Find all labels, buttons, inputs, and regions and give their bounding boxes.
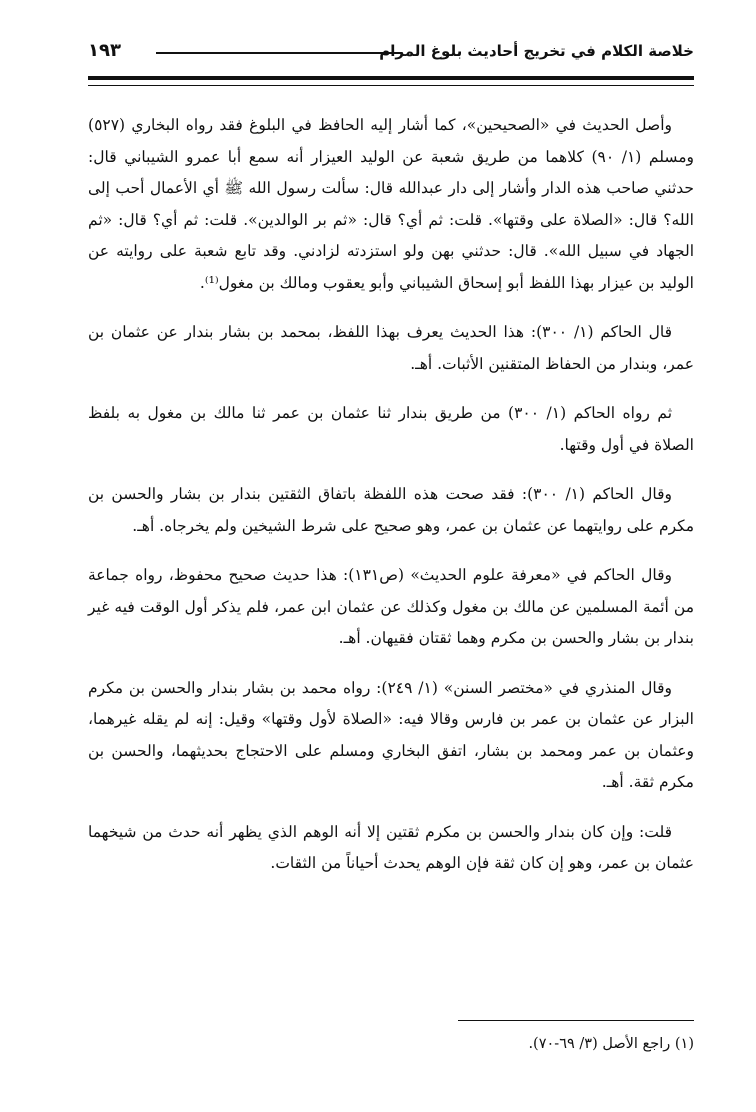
footnote: (١) راجع الأصل (٣/ ٦٩-٧٠). xyxy=(528,1036,694,1052)
header-divider xyxy=(156,52,402,54)
footnote-divider xyxy=(458,1020,694,1021)
paragraph: وقال الحاكم في «معرفة علوم الحديث» (ص١٣١): هذا حديث صحيح محفوظ، رواه جماعة من أئمة المسلمين عن مالك بن مغول وكذلك عن عثمان ابن عمر، فلم يذكر أول الوقت فيه غير بندار بن بشار والحسن بن مكرم وهما ثقتان فقيهان. أهـ. xyxy=(88,566,694,647)
main-text xyxy=(88,110,694,896)
header-thin-rule xyxy=(88,85,694,86)
paragraph: وقال الحاكم (١/ ٣٠٠): فقد صحت هذه اللفظة باتفاق الثقتين بندار بن بشار والحسن بن مكرم على روايتهما عن عثمان بن عمر، وهو صحيح على شرط الشيخين ولم يخرجاه. أهـ. xyxy=(88,485,694,535)
paragraph: وقال المنذري في «مختصر السنن» (١/ ٢٤٩): رواه محمد بن بشار بندار والحسن بن مكرم البزار عن عثمان بن عمر بن فارس وقالا فيه: «الصلاة لأول وقتها» وقيل: إنه لم يقله غيرهما، وعثمان بن عمر ومحمد بن بشار، اتفق البخاري ومسلم على الاحتجاج بحديثهما، والحسن بن مكرم ثقة. أهـ. xyxy=(88,678,694,791)
page-number: ١٩٣ xyxy=(88,40,121,61)
paragraph: قلت: وإن كان بندار والحسن بن مكرم ثقتين إلا أنه الوهم الذي يظهر أنه حدث من شيخهما عثمان بن عمر، وهو إن كان ثقة فإن الوهم يحدث أحياناً من الثقات. xyxy=(88,822,694,872)
running-title: خلاصة الكلام في تخريج أحاديث بلوغ المرام xyxy=(379,42,694,60)
paragraph: وأصل الحديث في «الصحيحين»، كما أشار إليه الحافظ في البلوغ فقد رواه البخاري (٥٢٧) ومسلم (١/ ٩٠) كلاهما من طريق شعبة عن الوليد العيزار أنه سمع أبا عمرو الشيباني قال: حدثني صاحب هذه الدار وأشار إلى دار عبدالله قال: سألت رسول الله ﷺ أي الأعمال أحب إلى الله؟ قال: «الصلاة على وقتها». قلت: ثم أي؟ قال: «ثم بر الوالدين». قلت: ثم أي؟ قال: «ثم الجهاد في سبيل الله». قال: حدثني بهن ولو استزدته لزادني. وقد تابع شعبة على روايته عن الوليد بن عيزار بهذا اللفظ أبو إسحاق الشيباني وأبو يعقوب ومالك بن مغول⁽¹⁾. xyxy=(88,116,694,292)
header-thick-rule xyxy=(88,76,694,80)
page-header xyxy=(88,38,694,68)
paragraph: قال الحاكم (١/ ٣٠٠): هذا الحديث يعرف بهذا اللفظ، بمحمد بن بشار بندار عن عثمان بن عمر، وبندار من الحفاظ المتقنين الأثبات. أهـ. xyxy=(88,323,694,373)
paragraph: ثم رواه الحاكم (١/ ٣٠٠) من طريق بندار ثنا عثمان بن عمر ثنا مالك بن مغول به بلفظ الصلاة في أول وقتها. xyxy=(88,404,694,454)
